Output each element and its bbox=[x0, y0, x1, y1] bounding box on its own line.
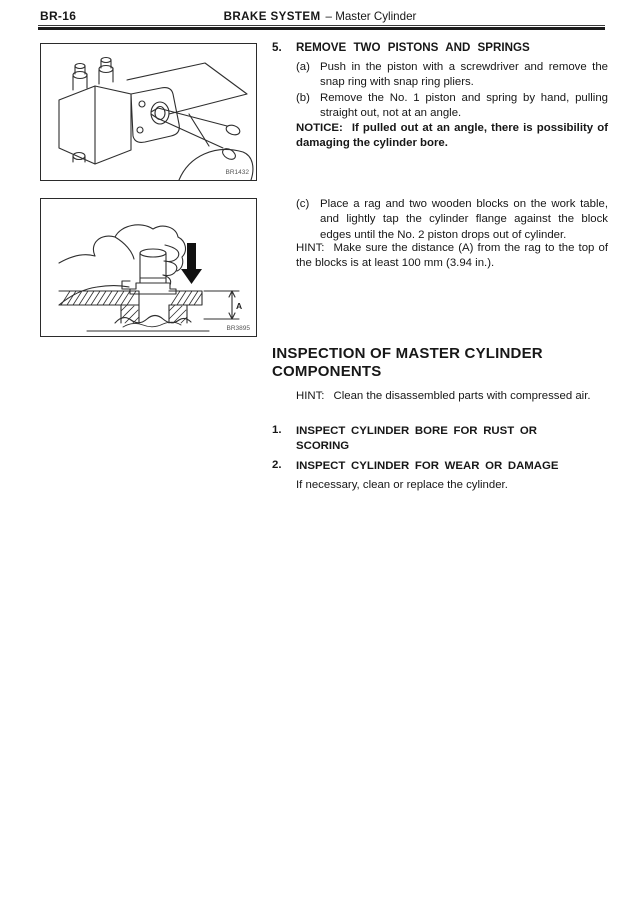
step-5b-label: (b) bbox=[296, 92, 310, 104]
figure-code-1: BR1432 bbox=[225, 169, 249, 176]
page-header-title bbox=[0, 10, 640, 23]
inspection-item-2 bbox=[272, 459, 608, 494]
figure-piston-tap-out bbox=[40, 198, 257, 337]
down-arrow-shaft bbox=[187, 243, 196, 269]
hint-clean-text: Clean the disassembled parts with compressed air. bbox=[333, 390, 591, 402]
cylinder-tap-drawing bbox=[41, 199, 256, 336]
down-arrow-head bbox=[181, 269, 202, 284]
hint-distance-label: HINT: bbox=[296, 242, 325, 254]
step-5-title: REMOVE TWO PISTONS AND SPRINGS bbox=[296, 41, 530, 54]
subsection-name: – Master Cylinder bbox=[325, 10, 417, 23]
step-5a-paragraph bbox=[296, 60, 608, 91]
step-5c-paragraph bbox=[296, 197, 608, 243]
notice-text: If pulled out at an angle, there is possibility of damaging the cylinder bore. bbox=[296, 122, 608, 150]
step-5a-text: Push in the piston with a screwdriver and remove the snap ring with snap ring pliers. bbox=[320, 61, 608, 89]
figure-snap-ring-removal bbox=[40, 43, 257, 181]
inspection-section-title: INSPECTION OF MASTER CYLINDER COMPONENTS bbox=[272, 345, 543, 380]
inspection-item-2-body: If necessary, clean or replace the cylinder. bbox=[296, 479, 508, 492]
step-5-number: 5. bbox=[272, 41, 282, 54]
step-5b-text: Remove the No. 1 piston and spring by hand, pulling straight out, not at an angle. bbox=[320, 92, 608, 120]
page-number: BR-16 bbox=[40, 9, 77, 23]
notice-paragraph bbox=[296, 121, 608, 152]
hint-clean-paragraph bbox=[296, 389, 608, 404]
inspection-item-2-title: INSPECT CYLINDER FOR WEAR OR DAMAGE bbox=[296, 460, 559, 472]
inspection-item-2-number: 2. bbox=[272, 459, 282, 471]
hint-distance-text: Make sure the distance (A) from the rag to the top of the blocks is at least 100 mm (3.94 in.). bbox=[296, 242, 608, 270]
inspection-item-1-number: 1. bbox=[272, 424, 282, 436]
header-rule bbox=[38, 25, 605, 30]
notice-label: NOTICE: bbox=[296, 122, 343, 134]
dimension-label-a: A bbox=[236, 301, 243, 311]
figure-code-2: BR3895 bbox=[226, 325, 250, 332]
hint-clean-label: HINT: bbox=[296, 390, 325, 402]
step-5a-label: (a) bbox=[296, 61, 310, 73]
header-rule-thin bbox=[38, 25, 605, 26]
step-5b-paragraph bbox=[296, 91, 608, 122]
header-rule-thick bbox=[38, 27, 605, 30]
section-name: BRAKE SYSTEM bbox=[223, 10, 321, 23]
inspection-item-1 bbox=[272, 424, 608, 455]
step-5-heading bbox=[272, 41, 608, 54]
hint-distance-paragraph bbox=[296, 241, 608, 272]
step-5c-label: (c) bbox=[296, 198, 310, 210]
inspection-item-1-title: INSPECT CYLINDER BORE FOR RUST OR SCORING bbox=[296, 425, 537, 453]
master-cylinder-pliers-drawing bbox=[41, 44, 256, 180]
step-5c-text: Place a rag and two wooden blocks on the work table, and lightly tap the cylinder flange against the block edges until the No. 2 piston drops out of cylinder. bbox=[320, 198, 608, 241]
